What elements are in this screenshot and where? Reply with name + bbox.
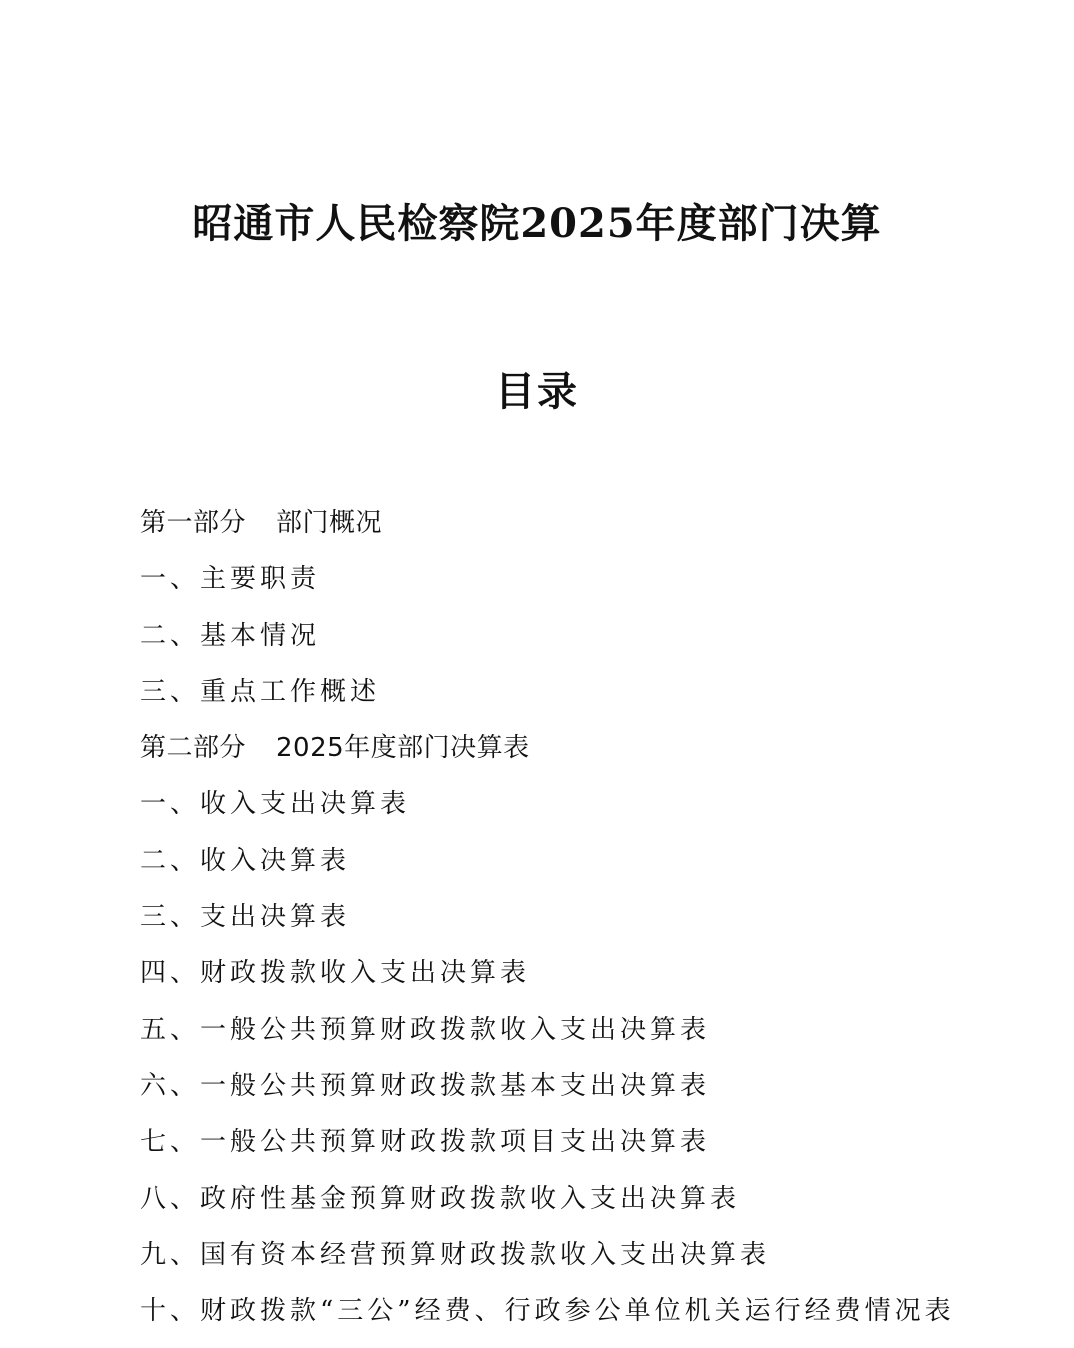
toc-item: 三、重点工作概述 <box>140 676 381 707</box>
toc-item: 八、政府性基金预算财政拨款收入支出决算表 <box>140 1183 741 1214</box>
toc-heading: 目录 <box>495 368 579 415</box>
toc-item: 六、一般公共预算财政拨款基本支出决算表 <box>140 1070 711 1101</box>
toc-item: 二、基本情况 <box>140 620 321 651</box>
toc-item: 十、财政拨款“三公”经费、行政参公单位机关运行经费情况表 <box>140 1296 955 1327</box>
toc-item: 九、国有资本经营预算财政拨款收入支出决算表 <box>140 1239 771 1270</box>
toc-item: 一、主要职责 <box>140 564 321 595</box>
toc-part-title: 部门概况 <box>276 508 383 538</box>
toc-item: 七、一般公共预算财政拨款项目支出决算表 <box>140 1127 711 1158</box>
toc-item: 二、收入决算表 <box>140 845 351 876</box>
toc-item: 四、财政拨款收入支出决算表 <box>140 958 531 989</box>
toc-part-label: 第二部分 <box>140 733 247 764</box>
toc-item: 一、收入支出决算表 <box>140 789 411 820</box>
toc-part-1 <box>140 504 1040 560</box>
toc-part-2 <box>140 729 1040 785</box>
toc-part-label: 第一部分 <box>140 508 247 538</box>
toc-item: 三、支出决算表 <box>140 902 351 933</box>
document-title: 昭通市人民检察院2025年度部门决算 <box>192 200 882 247</box>
table-of-contents <box>140 504 1040 1348</box>
toc-part-title: 2025年度部门决算表 <box>276 733 530 764</box>
toc-item: 五、一般公共预算财政拨款收入支出决算表 <box>140 1014 711 1045</box>
